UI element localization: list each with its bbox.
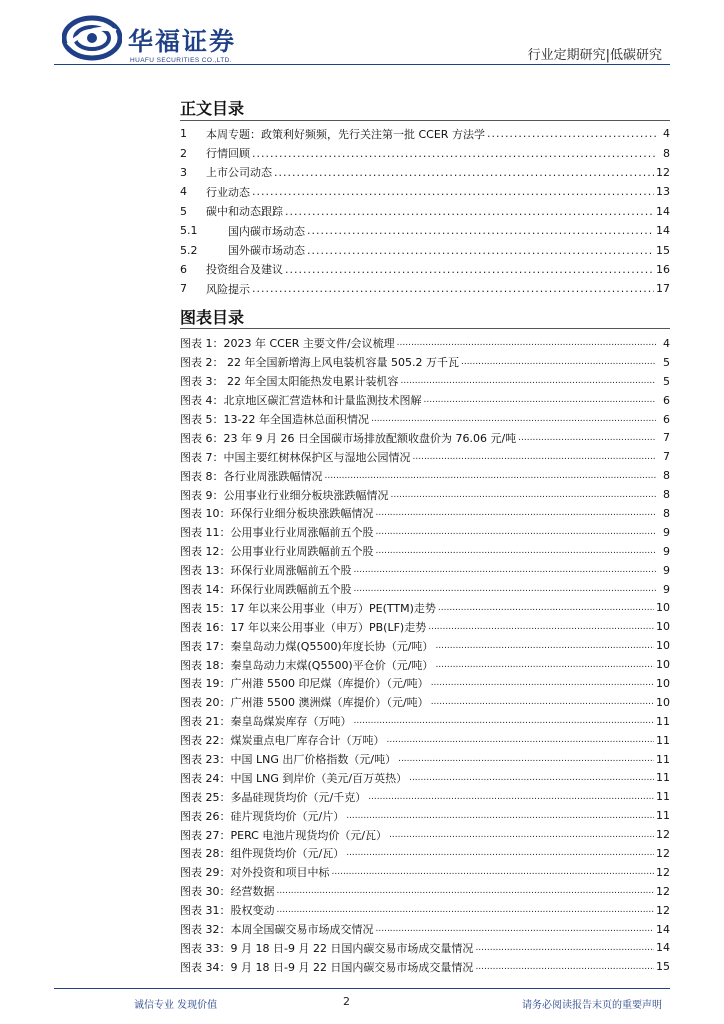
figure-item-page: 11 [656, 752, 670, 766]
figure-item[interactable] [180, 787, 670, 806]
figure-item-title: 图表 32：本周全国碳交易市场成交情况 [180, 923, 374, 937]
toc-item-page: 16 [656, 262, 670, 276]
figure-item-page: 12 [656, 865, 670, 879]
toc-item-page: 17 [656, 282, 670, 296]
page-number: 2 [343, 995, 350, 1008]
figure-item-title: 图表 18：秦皇岛动力末煤(Q5500)平仓价（元/吨） [180, 658, 434, 672]
figure-item-page: 15 [656, 960, 670, 974]
figure-item[interactable] [180, 372, 670, 391]
figure-item-page: 9 [663, 525, 670, 539]
dot-leader [435, 641, 654, 651]
figure-item[interactable] [180, 731, 670, 750]
dot-leader [397, 338, 656, 348]
dot-leader [387, 735, 655, 745]
dot-leader [461, 357, 656, 367]
dot-leader [409, 773, 654, 783]
figure-item-page: 12 [656, 884, 670, 898]
dot-leader [368, 792, 654, 802]
toc-item-number: 3 [180, 165, 187, 179]
figure-item[interactable] [180, 655, 670, 674]
toc-item[interactable] [180, 143, 670, 162]
toc-item[interactable] [180, 260, 670, 279]
toc-item-title: 国外碳市场动态 [228, 244, 305, 258]
dot-leader [307, 244, 654, 257]
toc-item-number: 4 [180, 185, 187, 199]
toc-item-number: 2 [180, 146, 187, 160]
toc-item-page: 15 [656, 243, 670, 257]
dot-leader [400, 376, 656, 386]
figure-item[interactable] [180, 863, 670, 882]
figure-item[interactable] [180, 901, 670, 920]
figure-item-page: 11 [656, 714, 670, 728]
figure-item-page: 9 [663, 563, 670, 577]
figure-item-page: 10 [656, 695, 670, 709]
toc-heading: 正文目录 [180, 99, 245, 118]
toc-item-number: 5.2 [180, 243, 198, 257]
figure-item-title: 图表 14：环保行业周跌幅前五个股 [180, 583, 352, 597]
figure-item[interactable] [180, 466, 670, 485]
dot-leader [354, 584, 657, 594]
dot-leader [438, 603, 654, 613]
dot-leader [332, 867, 655, 877]
figure-item-title: 图表 15：17 年以来公用事业（申万）PE(TTM)走势 [180, 601, 436, 615]
toc-item-title: 国内碳市场动态 [228, 224, 305, 238]
report-type: 行业定期研究|低碳研究 [527, 48, 662, 63]
figure-item[interactable] [180, 957, 670, 976]
figures-heading: 图表目录 [180, 308, 245, 327]
dot-leader [371, 414, 656, 424]
figure-item[interactable] [180, 447, 670, 466]
dot-leader [431, 697, 654, 707]
figure-item-title: 图表 29：对外投资和项目中标 [180, 866, 330, 880]
toc-item-title: 行情回顾 [206, 147, 250, 161]
figure-item[interactable] [180, 504, 670, 523]
figure-item[interactable] [180, 598, 670, 617]
toc-heading-divider [180, 120, 670, 121]
figure-item-title: 图表 17：秦皇岛动力煤(Q5500)年度长协（元/吨） [180, 639, 434, 653]
figure-item-title: 图表 19：广州港 5500 印尼煤（库提价）（元/吨） [180, 677, 429, 691]
figure-item[interactable] [180, 939, 670, 958]
figure-item-title: 图表 26：硅片现货均价（元/片） [180, 809, 345, 823]
dot-leader [487, 127, 656, 140]
figure-item-page: 14 [656, 922, 670, 936]
figure-item-title: 图表 12：公用事业行业周跌幅前五个股 [180, 545, 374, 559]
figure-item-page: 9 [663, 544, 670, 558]
toc-item-page: 13 [656, 185, 670, 199]
figure-item-page: 10 [656, 676, 670, 690]
toc-item-title: 碳中和动态跟踪 [206, 205, 283, 219]
figure-item[interactable] [180, 712, 670, 731]
footer-divider [54, 988, 670, 989]
dot-leader [391, 490, 657, 500]
header-divider [54, 64, 670, 65]
figure-item-page: 10 [656, 658, 670, 672]
dot-leader [518, 433, 656, 443]
figure-item-title: 图表 22：煤炭重点电厂库存合计（万吨） [180, 734, 385, 748]
figure-item-title: 图表 20：广州港 5500 澳洲煤（库提价）（元/吨） [180, 696, 429, 710]
toc-item-page: 14 [656, 224, 670, 238]
dot-leader [307, 224, 654, 237]
figure-item[interactable] [180, 542, 670, 561]
figure-item-title: 图表 11：公用事业行业周涨幅前五个股 [180, 526, 374, 540]
toc-item-page: 8 [663, 146, 670, 160]
figure-item-title: 图表 31：股权变动 [180, 904, 275, 918]
figure-item[interactable] [180, 617, 670, 636]
figure-item-title: 图表 9：公用事业行业细分板块涨跌幅情况 [180, 488, 389, 502]
toc-item[interactable] [180, 182, 670, 201]
figure-item-page: 10 [656, 620, 670, 634]
figure-item[interactable] [180, 636, 670, 655]
figure-item-page: 12 [656, 828, 670, 842]
figure-item-page: 5 [663, 374, 670, 388]
figure-item-page: 11 [656, 790, 670, 804]
toc-item-number: 1 [180, 127, 187, 141]
dot-leader [475, 962, 654, 972]
figure-item-page: 14 [656, 941, 670, 955]
figure-item-title: 图表 21：秦皇岛煤炭库存（万吨） [180, 715, 352, 729]
toc-item-page: 14 [656, 204, 670, 218]
figure-item[interactable] [180, 410, 670, 429]
figure-item[interactable] [180, 882, 670, 901]
toc-item[interactable] [180, 202, 670, 221]
figure-item-page: 9 [663, 582, 670, 596]
dot-leader [431, 678, 654, 688]
figure-item-title: 图表 4：北京地区碳汇营造林和计量监测技术图解 [180, 394, 422, 408]
brand-name-cn: 华福证券 [128, 27, 237, 56]
dot-leader [252, 282, 654, 295]
figure-item[interactable] [180, 353, 670, 372]
dot-leader [435, 660, 654, 670]
figure-item[interactable] [180, 674, 670, 693]
figure-item[interactable] [180, 523, 670, 542]
figure-item[interactable] [180, 806, 670, 825]
dot-leader [354, 716, 655, 726]
figure-item[interactable] [180, 485, 670, 504]
figure-item-title: 图表 30：经营数据 [180, 885, 275, 899]
figure-item-title: 图表 27：PERC 电池片现货均价（元/瓦） [180, 828, 388, 842]
figure-item-title: 图表 23：中国 LNG 出厂价格指数（元/吨） [180, 753, 397, 767]
figures-heading-divider [180, 328, 670, 329]
figure-item[interactable] [180, 334, 670, 353]
figure-item-page: 11 [656, 733, 670, 747]
figure-item-page: 10 [656, 639, 670, 653]
figure-item[interactable] [180, 391, 670, 410]
figure-item-title: 图表 7：中国主要红树林保护区与湿地公园情况 [180, 450, 411, 464]
brand-name-en: HUAFU SECURITIES CO.,LTD. [130, 57, 232, 64]
dot-leader [285, 205, 654, 218]
footer-slogan: 诚信专业 发现价值 [134, 1000, 218, 1011]
dot-leader [277, 905, 655, 915]
dot-leader [376, 508, 657, 518]
figure-item[interactable] [180, 561, 670, 580]
dot-leader [325, 471, 657, 481]
dot-leader [475, 943, 654, 953]
figure-item-page: 7 [663, 431, 670, 445]
figure-item-page: 8 [663, 506, 670, 520]
figure-item-page: 6 [663, 393, 670, 407]
figure-item-page: 6 [663, 412, 670, 426]
figure-item-title: 图表 6：23 年 9 月 26 日全国碳市场排放配额收盘价为 76.06 元/吨 [180, 431, 517, 445]
toc-item-title: 本周专题：政策利好频频，先行关注第一批 CCER 方法学 [206, 127, 485, 141]
figure-item-page: 10 [656, 601, 670, 615]
toc-item-title: 上市公司动态 [206, 166, 272, 180]
figure-item[interactable] [180, 580, 670, 599]
figure-item-title: 图表 25：多晶硅现货均价（元/千克） [180, 790, 367, 804]
figure-item-title: 图表 2： 22 年全国新增海上风电装机容量 505.2 万千瓦 [180, 356, 459, 370]
figure-item-title: 图表 8：各行业周涨跌幅情况 [180, 469, 323, 483]
figure-item-title: 图表 28：组件现货均价（元/瓦） [180, 847, 345, 861]
figure-item[interactable] [180, 750, 670, 769]
toc-item-page: 12 [656, 165, 670, 179]
toc-item[interactable] [180, 163, 670, 182]
toc-subitem[interactable] [180, 221, 670, 240]
figure-item-title: 图表 3： 22 年全国太阳能热发电累计装机容 [180, 375, 399, 389]
dot-leader [398, 754, 654, 764]
toc-item-page: 4 [663, 127, 670, 141]
dot-leader [252, 147, 656, 160]
toc-item-number: 5 [180, 204, 187, 218]
figure-item[interactable] [180, 920, 670, 939]
figure-item-title: 图表 16：17 年以来公用事业（申万）PB(LF)走势 [180, 620, 427, 634]
dot-leader [376, 924, 655, 934]
dot-leader [274, 166, 654, 179]
figure-item-title: 图表 24：中国 LNG 到岸价（美元/百万英热） [180, 771, 408, 785]
toc-item-number: 7 [180, 282, 187, 296]
company-logo [62, 15, 262, 65]
toc-list [180, 124, 670, 299]
toc-item-number: 6 [180, 262, 187, 276]
dot-leader [389, 830, 654, 840]
figure-item-title: 图表 33：9 月 18 日-9 月 22 日国内碳交易市场成交量情况 [180, 941, 474, 955]
toc-item-title: 投资组合及建议 [206, 263, 283, 277]
dot-leader [285, 263, 654, 276]
toc-item[interactable] [180, 124, 670, 143]
figure-item-title: 图表 13：环保行业周涨幅前五个股 [180, 564, 352, 578]
figure-item[interactable] [180, 428, 670, 447]
toc-item-number: 5.1 [180, 224, 198, 238]
dot-leader [277, 886, 655, 896]
figure-item-page: 11 [656, 809, 670, 823]
figure-item-page: 12 [656, 846, 670, 860]
figure-item-title: 图表 5：13-22 年全国造林总面积情况 [180, 413, 369, 426]
figure-item-page: 4 [663, 336, 670, 350]
figure-item-page: 8 [663, 469, 670, 483]
figures-list [180, 334, 670, 976]
dot-leader [428, 622, 654, 632]
dot-leader [376, 546, 657, 556]
figure-item-page: 7 [663, 450, 670, 464]
figure-item-title: 图表 10：环保行业细分板块涨跌幅情况 [180, 507, 374, 521]
figure-item[interactable] [180, 825, 670, 844]
huafu-logo-icon [62, 15, 122, 61]
toc-item-title: 风险提示 [206, 282, 250, 296]
figure-item-page: 8 [663, 488, 670, 502]
figure-item-page: 5 [663, 355, 670, 369]
dot-leader [346, 811, 654, 821]
toc-item-title: 行业动态 [206, 185, 250, 199]
dot-leader [424, 395, 657, 405]
toc-item[interactable] [180, 279, 670, 298]
figure-item[interactable] [180, 693, 670, 712]
footer-disclaimer: 请务必阅读报告末页的重要声明 [522, 1000, 662, 1011]
dot-leader [346, 848, 654, 858]
figure-item-page: 12 [656, 903, 670, 917]
dot-leader [354, 565, 657, 575]
figure-item[interactable] [180, 844, 670, 863]
figure-item-page: 11 [656, 771, 670, 785]
figure-item[interactable] [180, 768, 670, 787]
dot-leader [376, 527, 657, 537]
toc-subitem[interactable] [180, 240, 670, 259]
dot-leader [413, 452, 657, 462]
dot-leader [252, 185, 654, 198]
figure-item-title: 图表 1：2023 年 CCER 主要文件/会议梳理 [180, 337, 395, 351]
figure-item-title: 图表 34：9 月 18 日-9 月 22 日国内碳交易市场成交量情况 [180, 960, 474, 974]
